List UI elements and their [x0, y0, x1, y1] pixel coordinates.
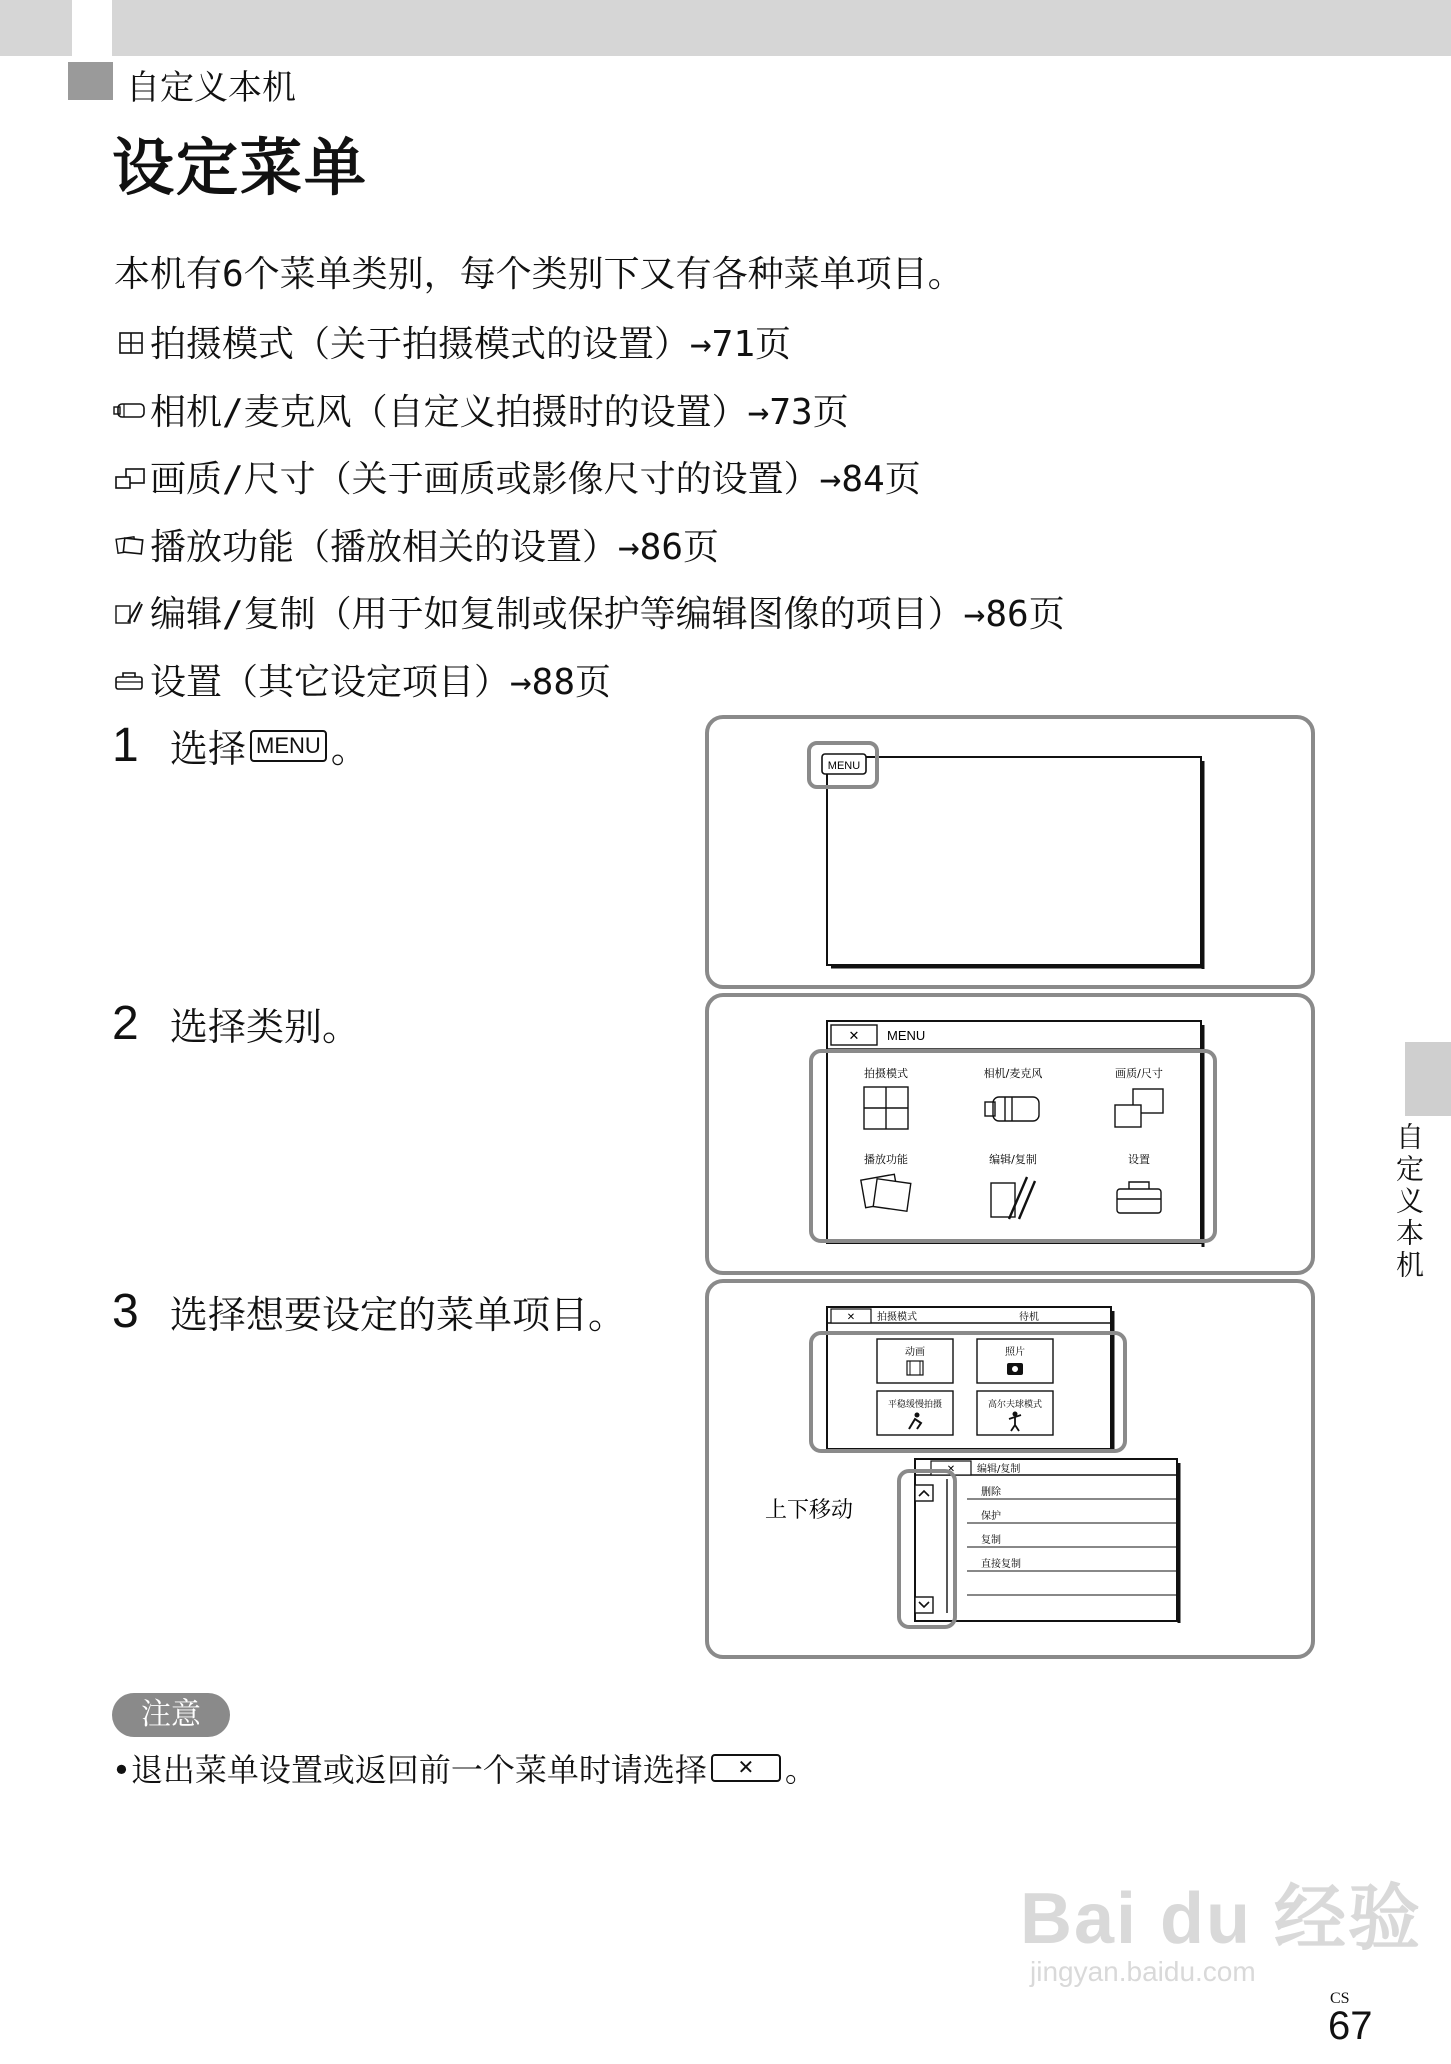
note-text: [112, 1745, 817, 1791]
intro-text: 本机有6个菜单类别，每个类别下又有各种菜单项目。: [114, 254, 964, 295]
category-item: [112, 646, 1065, 714]
edit-copy-icon: [112, 598, 146, 626]
shooting-mode-icon: [112, 328, 146, 356]
step-number-1: 1: [112, 719, 139, 772]
step-number-3: 3: [112, 1285, 139, 1338]
category-label: 设置: [1128, 1153, 1150, 1166]
close-glyph: ✕: [848, 1029, 860, 1044]
category-item: [112, 511, 1065, 579]
side-tab: [1405, 1042, 1451, 1116]
side-tab-label: 自定义本机: [1392, 1122, 1425, 1282]
note-badge: 注意: [112, 1693, 230, 1737]
scroll-down-button[interactable]: [915, 1597, 933, 1613]
menu-item-movie[interactable]: [877, 1339, 953, 1383]
image-quality-icon: [112, 463, 146, 491]
category-label: 画质/尺寸: [1115, 1067, 1163, 1080]
section-marker: [68, 62, 113, 100]
item-label: 高尔夫球模式: [987, 1400, 1043, 1410]
category-label: 相机/麦克风: [983, 1067, 1043, 1080]
item-label: 平稳缓慢拍摄: [887, 1400, 943, 1410]
page-title: 设定菜单: [112, 131, 369, 204]
screen-panel-items: [705, 1279, 1315, 1659]
close-key: ✕: [711, 1754, 781, 1782]
screen-panel-categories: [705, 993, 1315, 1275]
category-item: [112, 443, 1065, 511]
step-suffix: 。: [330, 727, 369, 771]
scroll-up-button[interactable]: [915, 1485, 933, 1501]
menu-item-photo[interactable]: [977, 1339, 1053, 1383]
category-text: 设置（其它设定项目）→88页: [150, 661, 612, 703]
watermark-url: jingyan.baidu.com: [1030, 1956, 1256, 1987]
category-label: 编辑/复制: [989, 1153, 1037, 1166]
top-bar-gap: [72, 0, 112, 56]
close-glyph: ✕: [946, 1464, 956, 1475]
edit-item[interactable]: 复制: [981, 1535, 1001, 1546]
category-label: 播放功能: [864, 1153, 908, 1166]
category-item: [112, 308, 1065, 376]
category-text: 画质/尺寸（关于画质或影像尺寸的设置）→84页: [150, 459, 921, 501]
step-text-1: [170, 718, 369, 773]
camera-mic-icon: [112, 395, 146, 423]
category-text: 编辑/复制（用于如复制或保护等编辑图像的项目）→86页: [150, 594, 1065, 636]
setup-icon: [112, 665, 146, 693]
item-label: 照片: [1005, 1347, 1025, 1358]
screen-menu-drawing: [709, 719, 1311, 985]
step-number-2: 2: [112, 997, 139, 1050]
scroll-label: 上下移动: [765, 1498, 854, 1523]
section-label: 自定义本机: [126, 68, 296, 108]
language-code: CS: [1330, 1990, 1350, 2007]
category-label: 拍摄模式: [864, 1067, 908, 1080]
menu-item-smooth-slow[interactable]: [877, 1391, 953, 1435]
screen-header: 拍摄模式: [877, 1312, 917, 1323]
standby-status: 待机: [1019, 1312, 1039, 1323]
menu-key: MENU: [250, 730, 327, 762]
watermark: [1020, 1860, 1422, 1988]
category-text: 拍摄模式（关于拍摄模式的设置）→71页: [150, 324, 792, 366]
category-item: [112, 376, 1065, 444]
menu-title: MENU: [887, 1028, 926, 1043]
close-glyph: ✕: [846, 1312, 856, 1323]
step-text-3: 选择想要设定的菜单项目。: [170, 1293, 627, 1337]
screen-categories-drawing: [709, 997, 1311, 1271]
screen-panel-menu: [705, 715, 1315, 989]
top-bar: [0, 0, 1451, 56]
step-label: 选择: [170, 727, 247, 771]
edit-item[interactable]: 删除: [981, 1487, 1001, 1498]
edit-item[interactable]: 保护: [981, 1511, 1001, 1522]
watermark-logo: Bai du 经验: [1020, 1879, 1423, 1959]
note-body: •退出菜单设置或返回前一个菜单时请选择: [112, 1751, 707, 1789]
camera-icon: [1007, 1363, 1023, 1375]
category-text: 播放功能（播放相关的设置）→86页: [150, 526, 720, 568]
note-suffix: 。: [784, 1751, 817, 1789]
edit-item[interactable]: 直接复制: [981, 1559, 1021, 1570]
category-text: 相机/麦克风（自定义拍摄时的设置）→73页: [150, 391, 849, 433]
playback-icon: [112, 530, 146, 558]
item-label: 动画: [905, 1347, 925, 1358]
screen-header: 编辑/复制: [977, 1464, 1021, 1475]
category-list: [112, 308, 1065, 713]
page-number: 67: [1328, 2004, 1373, 2048]
screen-items-drawing: [709, 1283, 1311, 1655]
category-item: [112, 578, 1065, 646]
menu-item-golf[interactable]: [977, 1391, 1053, 1435]
menu-button-label: MENU: [827, 760, 861, 772]
step-text-2: 选择类别。: [170, 1005, 361, 1049]
